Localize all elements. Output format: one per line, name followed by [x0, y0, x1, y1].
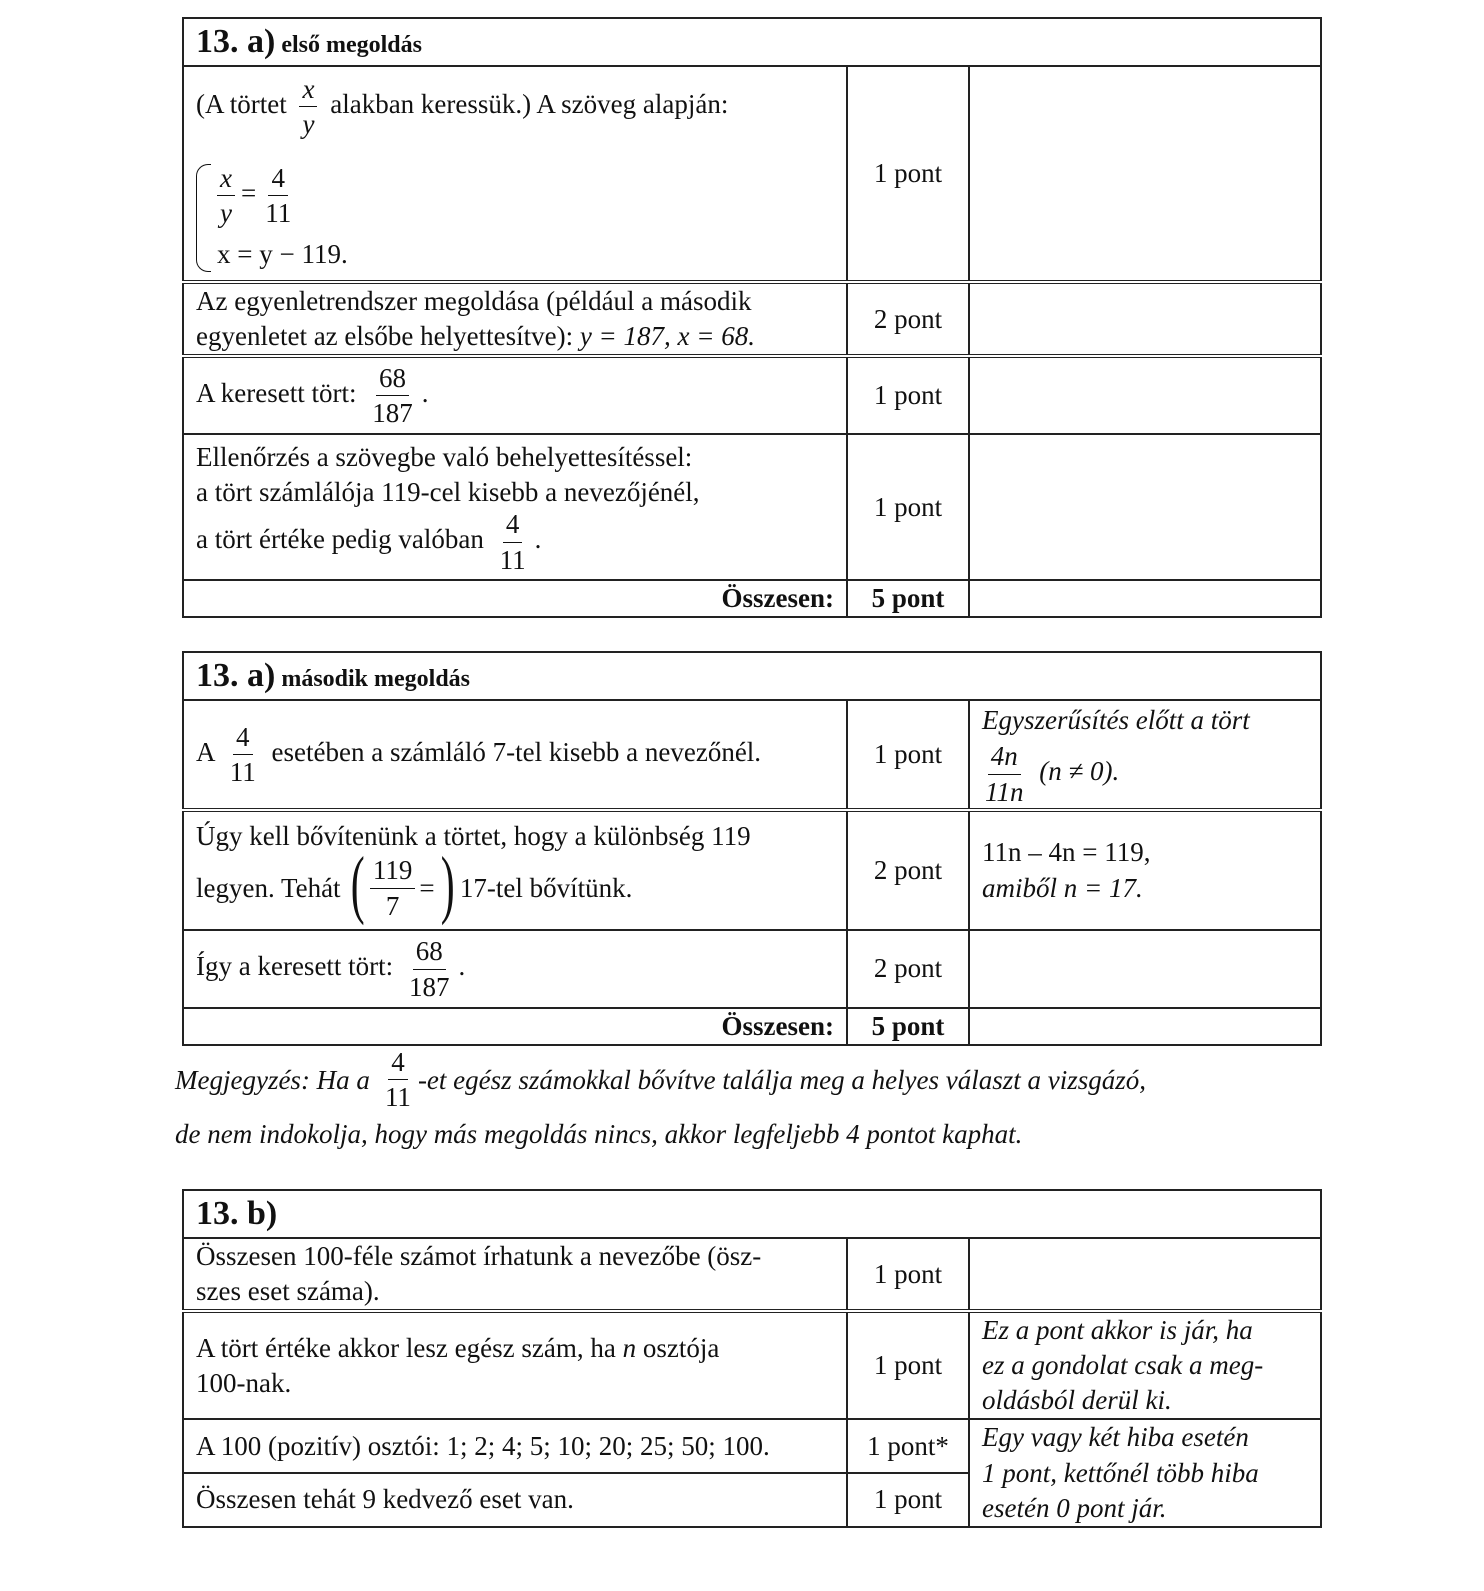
fraction-numerator: x	[217, 164, 235, 196]
task-number: 13. a)	[196, 656, 276, 694]
points-cell: 1 pont	[847, 434, 969, 580]
solution-step: Összesen tehát 9 kedvező eset van.	[183, 1473, 847, 1527]
fraction-denominator: 11n	[985, 776, 1024, 807]
solution-step	[183, 810, 847, 930]
step-text: Az egyenletrendszer megoldása (például a második	[196, 286, 752, 316]
fraction	[227, 723, 259, 787]
note-cell	[969, 1419, 1321, 1526]
step-text: Ellenőrzés a szövegbe való behelyettesítéssel:	[196, 442, 693, 473]
scoring-table-13a-first	[182, 17, 1322, 618]
parenthesized-fraction	[345, 842, 460, 927]
step-text: egyenletet az elsőbe helyettesítve):	[196, 321, 574, 352]
task-subtitle: második megoldás	[281, 665, 471, 692]
step-text: a tört számlálója 119-cel kisebb a nevezőjénél,	[196, 477, 700, 508]
step-text: a tört értéke pedig valóban	[196, 524, 484, 555]
fraction-numerator: 4	[233, 723, 253, 755]
task-number: 13. b)	[196, 1194, 278, 1232]
note-text: Ez a pont akkor is jár, ha	[982, 1315, 1253, 1346]
math-expression: y = 187, x = 68.	[579, 321, 755, 352]
step-text: .	[458, 951, 466, 982]
fraction-denominator: 11	[265, 198, 292, 229]
note-cell	[969, 356, 1321, 434]
equation-system	[196, 164, 348, 273]
step-text: Úgy kell bővítenünk a törtet, hogy a különbség 119	[196, 820, 751, 851]
note-text: esetén 0 pont jár.	[982, 1492, 1167, 1523]
fraction	[262, 164, 294, 228]
points-cell: 1 pont	[847, 1473, 969, 1527]
step-text: A keresett tört:	[196, 377, 357, 408]
note-text: oldásból derül ki.	[982, 1385, 1172, 1416]
note-cell	[969, 1008, 1321, 1045]
fraction-numerator: x	[299, 75, 317, 107]
note-cell	[969, 1238, 1321, 1311]
math-variable: n	[622, 1332, 637, 1363]
step-text: (A törtet	[196, 89, 287, 120]
step-text: szes eset száma).	[196, 1276, 380, 1307]
note-cell	[969, 66, 1321, 282]
fraction	[370, 856, 416, 920]
fraction-denominator: y	[302, 109, 315, 140]
fraction-numerator: 119	[370, 856, 416, 888]
points-cell: 1 pont	[847, 1311, 969, 1419]
points-cell: 2 pont	[847, 810, 969, 930]
remark-text: Megjegyzés: Ha a	[175, 1064, 370, 1095]
points-cell: 2 pont	[847, 930, 969, 1008]
table-header	[183, 1190, 1321, 1238]
points-cell: 1 pont	[847, 66, 969, 282]
total-label: Összesen:	[183, 580, 847, 617]
scoring-table-13a-second	[182, 651, 1322, 1046]
fraction-denominator: 7	[385, 890, 400, 921]
note-text: (n ≠ 0).	[1039, 756, 1120, 787]
solution-step	[183, 434, 847, 580]
fraction-numerator: 4n	[988, 742, 1021, 774]
fraction-numerator: 68	[413, 937, 446, 969]
step-text: alakban keressük.) A szöveg alapján:	[330, 89, 729, 120]
fraction	[299, 75, 317, 139]
points-cell: 1 pont	[847, 700, 969, 810]
step-text: .	[534, 524, 542, 555]
solution-step: A 100 (pozitív) osztói: 1; 2; 4; 5; 10; 20; 25; 50; 100.	[183, 1419, 847, 1473]
fraction	[369, 364, 416, 428]
note-text: Egy vagy két hiba esetén	[982, 1422, 1249, 1453]
fraction-denominator: 187	[372, 398, 413, 429]
solution-step	[183, 930, 847, 1008]
step-text: legyen. Tehát	[196, 872, 341, 903]
note-cell	[969, 1311, 1321, 1419]
total-points: 5 pont	[847, 580, 969, 617]
fraction-denominator: 187	[408, 971, 450, 1002]
fraction-numerator: 68	[376, 364, 409, 396]
note-text: 1 pont, kettőnél több hiba	[982, 1457, 1259, 1488]
fraction-denominator: 11	[499, 544, 526, 575]
task-number: 13. a)	[196, 22, 276, 60]
equals-sign: =	[240, 177, 257, 208]
fraction	[217, 164, 235, 228]
note-text: Egyszerűsítés előtt a tört	[982, 705, 1250, 736]
fraction-denominator: y	[220, 198, 232, 229]
step-text: 100-nak.	[196, 1367, 292, 1398]
note-cell	[969, 282, 1321, 356]
total-points: 5 pont	[847, 1008, 969, 1045]
note-text: amiből n = 17.	[982, 872, 1143, 903]
scoring-table-13b	[182, 1189, 1322, 1528]
points-cell: 1 pont	[847, 1238, 969, 1311]
table-header	[183, 652, 1321, 700]
note-cell	[969, 700, 1321, 810]
fraction-denominator: 11	[384, 1082, 411, 1113]
left-paren-icon: (	[350, 842, 365, 927]
solution-step	[183, 700, 847, 810]
step-text: esetében a számláló 7-tel kisebb a nevezőnél.	[271, 736, 762, 767]
solution-step	[183, 282, 847, 356]
step-text: 17-tel bővítünk.	[459, 872, 633, 903]
table-header	[183, 18, 1321, 66]
fraction-denominator: 11	[229, 757, 256, 787]
step-text: osztója	[642, 1332, 720, 1363]
remark	[175, 1048, 1146, 1152]
equation-line: x = y − 119.	[217, 239, 348, 270]
step-text: A tört értéke akkor lesz egész szám, ha	[196, 1332, 616, 1363]
points-cell: 1 pont	[847, 356, 969, 434]
fraction	[497, 510, 529, 574]
fraction	[982, 742, 1027, 806]
note-text: ez a gondolat csak a meg-	[982, 1350, 1264, 1381]
step-text: Így a keresett tört:	[196, 951, 394, 982]
points-cell: 1 pont*	[847, 1419, 969, 1473]
fraction	[406, 937, 453, 1001]
solution-step	[183, 1238, 847, 1311]
step-text: A	[196, 736, 215, 767]
task-subtitle: első megoldás	[281, 31, 422, 58]
note-cell	[969, 580, 1321, 617]
note-text: 11n – 4n = 119,	[982, 837, 1151, 868]
fraction	[382, 1048, 414, 1112]
right-paren-icon: )	[440, 842, 455, 927]
equals-sign: =	[419, 872, 435, 903]
note-cell	[969, 810, 1321, 930]
fraction-numerator: 4	[268, 164, 288, 196]
note-cell	[969, 930, 1321, 1008]
note-cell	[969, 434, 1321, 580]
fraction-numerator: 4	[388, 1048, 408, 1080]
step-text: Összesen 100-féle számot írhatunk a nevezőbe (ösz-	[196, 1241, 762, 1271]
solution-step	[183, 1311, 847, 1419]
brace-icon	[196, 164, 211, 273]
points-cell: 2 pont	[847, 282, 969, 356]
solution-step	[183, 356, 847, 434]
solution-step	[183, 66, 847, 282]
step-text: .	[421, 377, 429, 408]
fraction-numerator: 4	[503, 510, 523, 542]
remark-text: de nem indokolja, hogy más megoldás nincs, akkor legfeljebb 4 pontot kaphat.	[175, 1118, 1023, 1149]
remark-text: -et egész számokkal bővítve találja meg a helyes választ a vizsgázó,	[417, 1064, 1147, 1095]
total-label: Összesen:	[183, 1008, 847, 1045]
